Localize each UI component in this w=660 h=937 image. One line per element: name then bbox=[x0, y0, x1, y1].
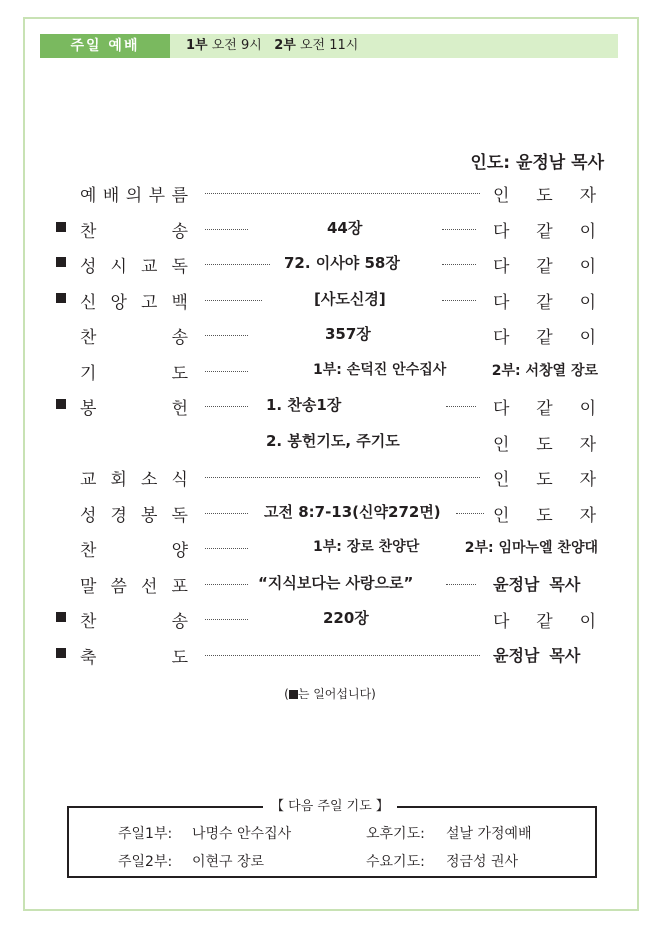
standing-marker-icon bbox=[56, 222, 66, 232]
order-row bbox=[0, 425, 660, 459]
leader-dots bbox=[205, 335, 248, 336]
leader-dots bbox=[446, 584, 476, 585]
order-leader: 다 같 이 bbox=[493, 292, 596, 313]
order-leader: 다 같 이 bbox=[493, 399, 596, 419]
prayer-name-2: 설날 가정예배 bbox=[446, 826, 532, 842]
service-times bbox=[186, 34, 358, 58]
order-leader: 2부: 서창열 장로 bbox=[491, 362, 598, 379]
leader-dots bbox=[205, 406, 248, 407]
order-detail: 357장 bbox=[325, 325, 371, 343]
order-row bbox=[0, 247, 660, 281]
order-leader: 윤정남 목사 bbox=[493, 645, 581, 665]
order-label: 예 배 의 부 름 bbox=[80, 186, 188, 206]
leader-dots bbox=[442, 264, 476, 265]
service1-label: 1부 bbox=[186, 38, 208, 53]
order-row bbox=[0, 602, 660, 636]
order-row bbox=[0, 460, 660, 494]
order-row bbox=[0, 354, 660, 388]
leader-dots bbox=[446, 406, 476, 407]
order-leader: 다 같 이 bbox=[493, 328, 596, 348]
order-row bbox=[0, 496, 660, 530]
service2-label: 2부 bbox=[274, 38, 296, 53]
leader-dots bbox=[205, 477, 480, 478]
order-row bbox=[0, 531, 660, 565]
order-detail: 72. 이사야 58장 bbox=[284, 254, 400, 272]
order-label: 교 회 소 식 bbox=[80, 470, 188, 490]
order-label: 신 앙 고 백 bbox=[80, 292, 188, 313]
order-row bbox=[0, 283, 660, 317]
order-detail: [사도신경] bbox=[314, 289, 386, 308]
order-label: 말 씀 선 포 bbox=[80, 576, 188, 597]
order-detail: 고전 8:7-13(신약272면) bbox=[264, 502, 441, 521]
order-leader: 2부: 임마누엘 찬양대 bbox=[464, 540, 598, 556]
standing-marker-icon bbox=[56, 399, 66, 409]
service2-time: 오전 11시 bbox=[299, 38, 359, 53]
prayer-label-2: 오후기도: bbox=[366, 826, 425, 842]
leader-dots bbox=[205, 619, 248, 620]
order-leader: 다 같 이 bbox=[493, 612, 596, 632]
order-label: 찬 송 bbox=[80, 328, 188, 348]
order-detail: 2. 봉헌기도, 주기도 bbox=[266, 431, 400, 450]
order-detail: 44장 bbox=[327, 218, 363, 237]
order-label: 성 경 봉 독 bbox=[80, 505, 188, 526]
order-detail: 1부: 손덕진 안수집사 bbox=[313, 361, 447, 378]
header-tab: 주일 예배 bbox=[40, 34, 170, 58]
order-leader: 윤정남 목사 bbox=[493, 574, 581, 594]
order-row bbox=[0, 212, 660, 246]
service1-time: 오전 9시 bbox=[211, 38, 262, 53]
officiant: 인도: 윤정남 목사 bbox=[470, 153, 604, 173]
order-leader: 인 도 자 bbox=[493, 470, 596, 490]
order-row bbox=[0, 567, 660, 601]
order-row bbox=[0, 318, 660, 352]
leader-dots bbox=[205, 300, 262, 301]
order-leader: 인 도 자 bbox=[493, 434, 596, 455]
order-label: 봉 헌 bbox=[80, 399, 188, 419]
note-open: ( bbox=[284, 687, 289, 701]
next-prayer-title: 【 다음 주일 기도 】 bbox=[0, 795, 660, 814]
leader-dots bbox=[205, 548, 248, 549]
order-leader: 인 도 자 bbox=[493, 505, 596, 526]
standing-note bbox=[0, 685, 660, 702]
order-label: 축 도 bbox=[80, 647, 188, 668]
order-detail: 220장 bbox=[323, 609, 369, 627]
leader-dots bbox=[205, 264, 270, 265]
prayer-label-1: 주일1부: bbox=[118, 826, 173, 842]
order-label: 성 시 교 독 bbox=[80, 257, 188, 277]
order-detail: “지식보다는 사랑으로” bbox=[258, 573, 414, 592]
leader-dots bbox=[205, 371, 248, 372]
standing-marker-icon bbox=[56, 293, 66, 303]
prayer-name-4: 정금성 권사 bbox=[446, 854, 519, 870]
order-label: 찬 송 bbox=[80, 612, 188, 632]
order-label: 찬 송 bbox=[80, 221, 188, 242]
standing-marker-icon bbox=[289, 690, 298, 699]
leader-dots bbox=[205, 513, 248, 514]
order-row bbox=[0, 176, 660, 210]
leader-dots bbox=[442, 229, 476, 230]
order-label: 찬 양 bbox=[80, 541, 188, 561]
leader-dots bbox=[205, 229, 248, 230]
prayer-label-3: 주일2부: bbox=[118, 854, 173, 870]
leader-dots bbox=[205, 584, 248, 585]
leader-dots bbox=[442, 300, 476, 301]
order-leader: 다 같 이 bbox=[493, 257, 596, 277]
order-detail: 1. 찬송1장 bbox=[266, 396, 342, 414]
order-leader: 인 도 자 bbox=[493, 186, 596, 206]
prayer-label-4: 수요기도: bbox=[366, 854, 425, 870]
order-row bbox=[0, 638, 660, 672]
prayer-name-1: 나명수 안수집사 bbox=[192, 826, 292, 842]
leader-dots bbox=[205, 655, 480, 656]
note-text: 는 일어섭니다) bbox=[297, 687, 376, 701]
order-detail: 1부: 장로 찬양단 bbox=[313, 539, 420, 555]
leader-dots bbox=[456, 513, 484, 514]
order-leader: 다 같 이 bbox=[493, 221, 596, 242]
standing-marker-icon bbox=[56, 257, 66, 267]
leader-dots bbox=[205, 193, 480, 194]
standing-marker-icon bbox=[56, 612, 66, 622]
order-row bbox=[0, 389, 660, 423]
order-label: 기 도 bbox=[80, 363, 188, 384]
standing-marker-icon bbox=[56, 648, 66, 658]
prayer-name-3: 이현구 장로 bbox=[192, 854, 265, 870]
